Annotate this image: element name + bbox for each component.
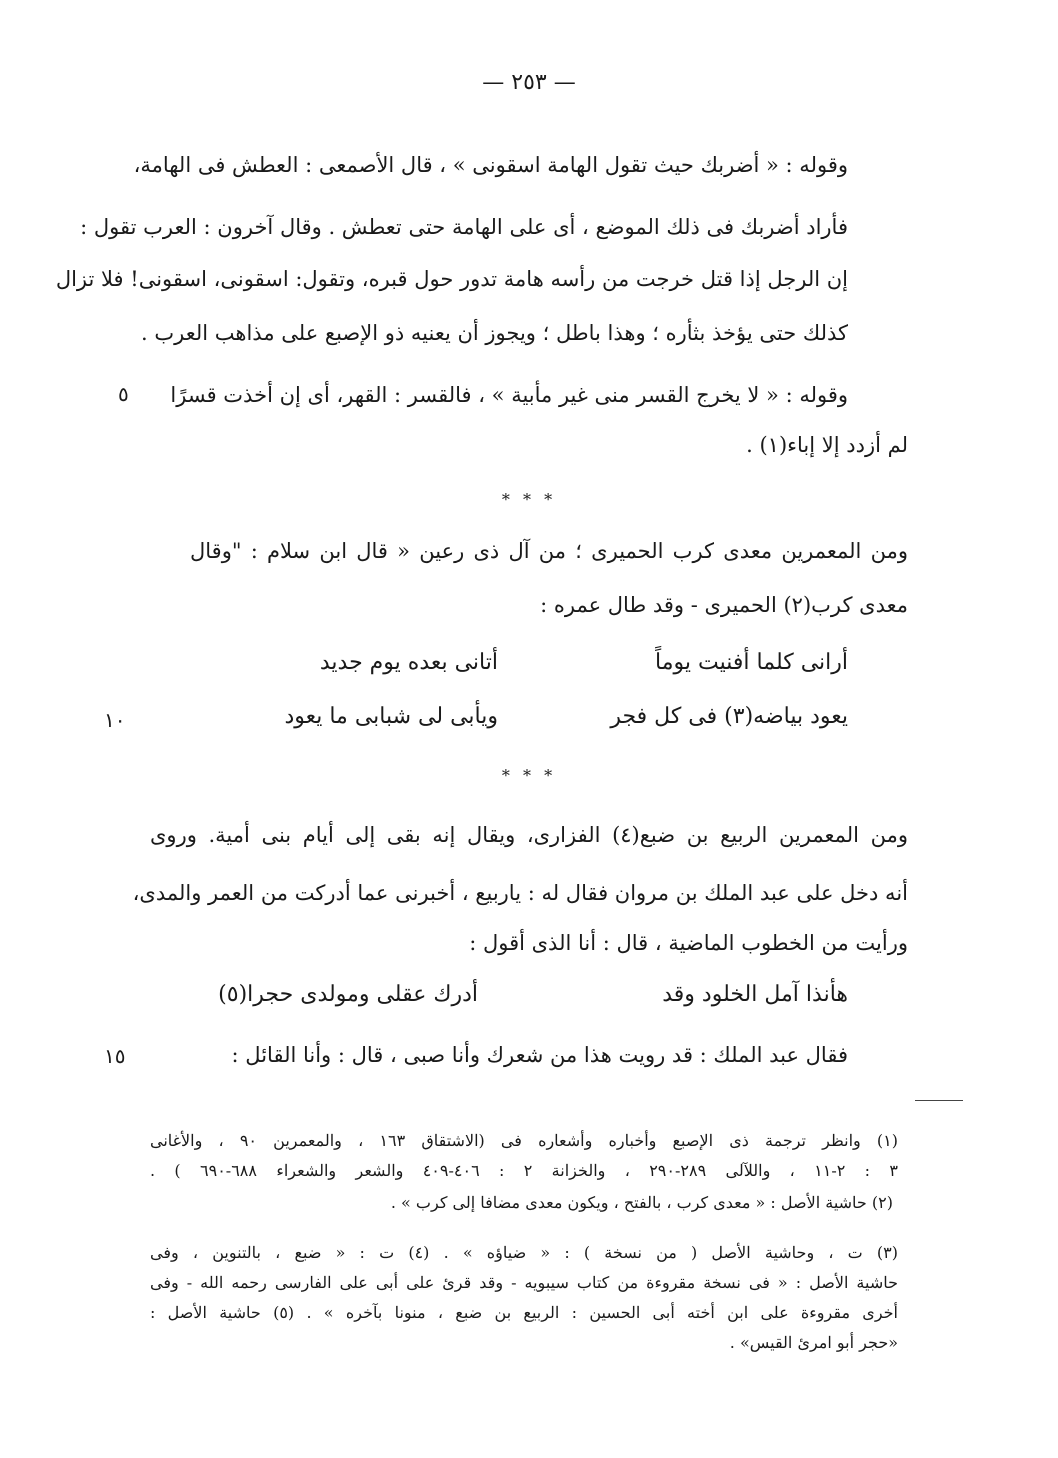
text-line: ورأيت من الخطوب الماضية ، قال : أنا الذى أقول : [469,931,908,955]
footnote-line: حاشية الأصل : « فى نسخة مقروءة من كتاب سيبويه - وقد قرئ على أبى على الفارسى رحمه الله - وفى [150,1273,898,1292]
text-line: معدى كرب(٢) الحميرى - وقد طال عمره : [540,593,908,617]
text-line: ومن المعمرين معدى كرب الحميرى ؛ من آل ذى رعين « قال ابن سلام : "وقال [190,539,908,563]
footnote-line: ٣ : ٢-١١ ، واللآلى ٢٨٩-٢٩٠ ، والخزانة ٢ : ٤٠٦-٤٠٩ والشعر والشعراء ٦٨٨-٦٩٠ ) . [150,1161,899,1180]
footnote-line: «حجر أبو امرئ القيس» . [729,1333,898,1352]
text-line: وقوله : « لا يخرج القسر منى غير مأبية » ، فالقسر : القهر، أى إن أخذت قسرًا [170,383,848,407]
section-separator: * * * [501,490,557,509]
verse-hemistich: أدرك عقلى ومولدى حجرا(٥) [218,982,478,1007]
verse-hemistich: يعود بياضه(٣) فى كل فجر [610,704,848,729]
verse-hemistich: أتانى بعده يوم جديد [319,650,498,675]
footnote-line: أخرى مقروءة على ابن أخته أبى الحسين : الربيع بن ضبع ، منونا بآخره » . (٥) حاشية الأصل : [150,1303,898,1322]
page-number: — ٢٥٣ — [482,70,576,95]
footnote-line: (٢) حاشية الأصل : « معدى كرب ، بالفتح ، ويكون معدى مضافا إلى كرب » . [390,1193,893,1212]
section-separator: * * * [501,766,557,785]
text-line: فأراد أضربك فى ذلك الموضع ، أى على الهامة حتى تعطش . وقال آخرون : العرب تقول : [80,215,848,239]
text-line: وقوله : « أضربك حيث تقول الهامة اسقونى » ، قال الأصمعى : العطش فى الهامة، [133,153,848,177]
line-number-15: ١٥ [104,1044,126,1068]
text-line: لم أزدد إلا إباء(١) . [746,433,908,457]
text-line: ومن المعمرين الربيع بن ضبع(٤) الفزارى، ويقال إنه بقى إلى أيام بنى أمية. وروى [150,823,908,847]
text-line: فقال عبد الملك : قد رويت هذا من شعرك وأنا صبى ، قال : وأنا القائل : [231,1043,848,1067]
line-number-10: ١٠ [104,708,126,732]
footnote-rule [915,1100,963,1101]
footnote-line: (٣) ت ، وحاشية الأصل ( من نسخة ) : « ضياؤه » . (٤) ت : « ضبع ، بالتنوين ، وفى [150,1243,899,1262]
text-line: أنه دخل على عبد الملك بن مروان فقال له : ياربيع ، أخبرنى عما أدركت من العمر والمدى، [132,881,908,905]
verse-hemistich: هأنذا آمل الخلود وقد [662,982,848,1007]
text-line: إن الرجل إذا قتل خرجت من رأسه هامة تدور حول قبره، وتقول: اسقونى، اسقونى! فلا تزال [55,267,848,291]
verse-hemistich: ويأبى لى شبابى ما يعود [284,704,498,729]
verse-hemistich: أرانى كلما أفنيت يوماً [655,650,848,675]
footnote-line: (١) وانظر ترجمة ذى الإصبع وأخباره وأشعاره فى (الاشتقاق ١٦٣ ، والمعمرين ٩٠ ، والأغانى [150,1131,899,1150]
text-line: كذلك حتى يؤخذ بثأره ؛ وهذا باطل ؛ ويجوز أن يعنيه ذو الإصبع على مذاهب العرب . [141,321,848,345]
line-number-5: ٥ [118,382,129,406]
